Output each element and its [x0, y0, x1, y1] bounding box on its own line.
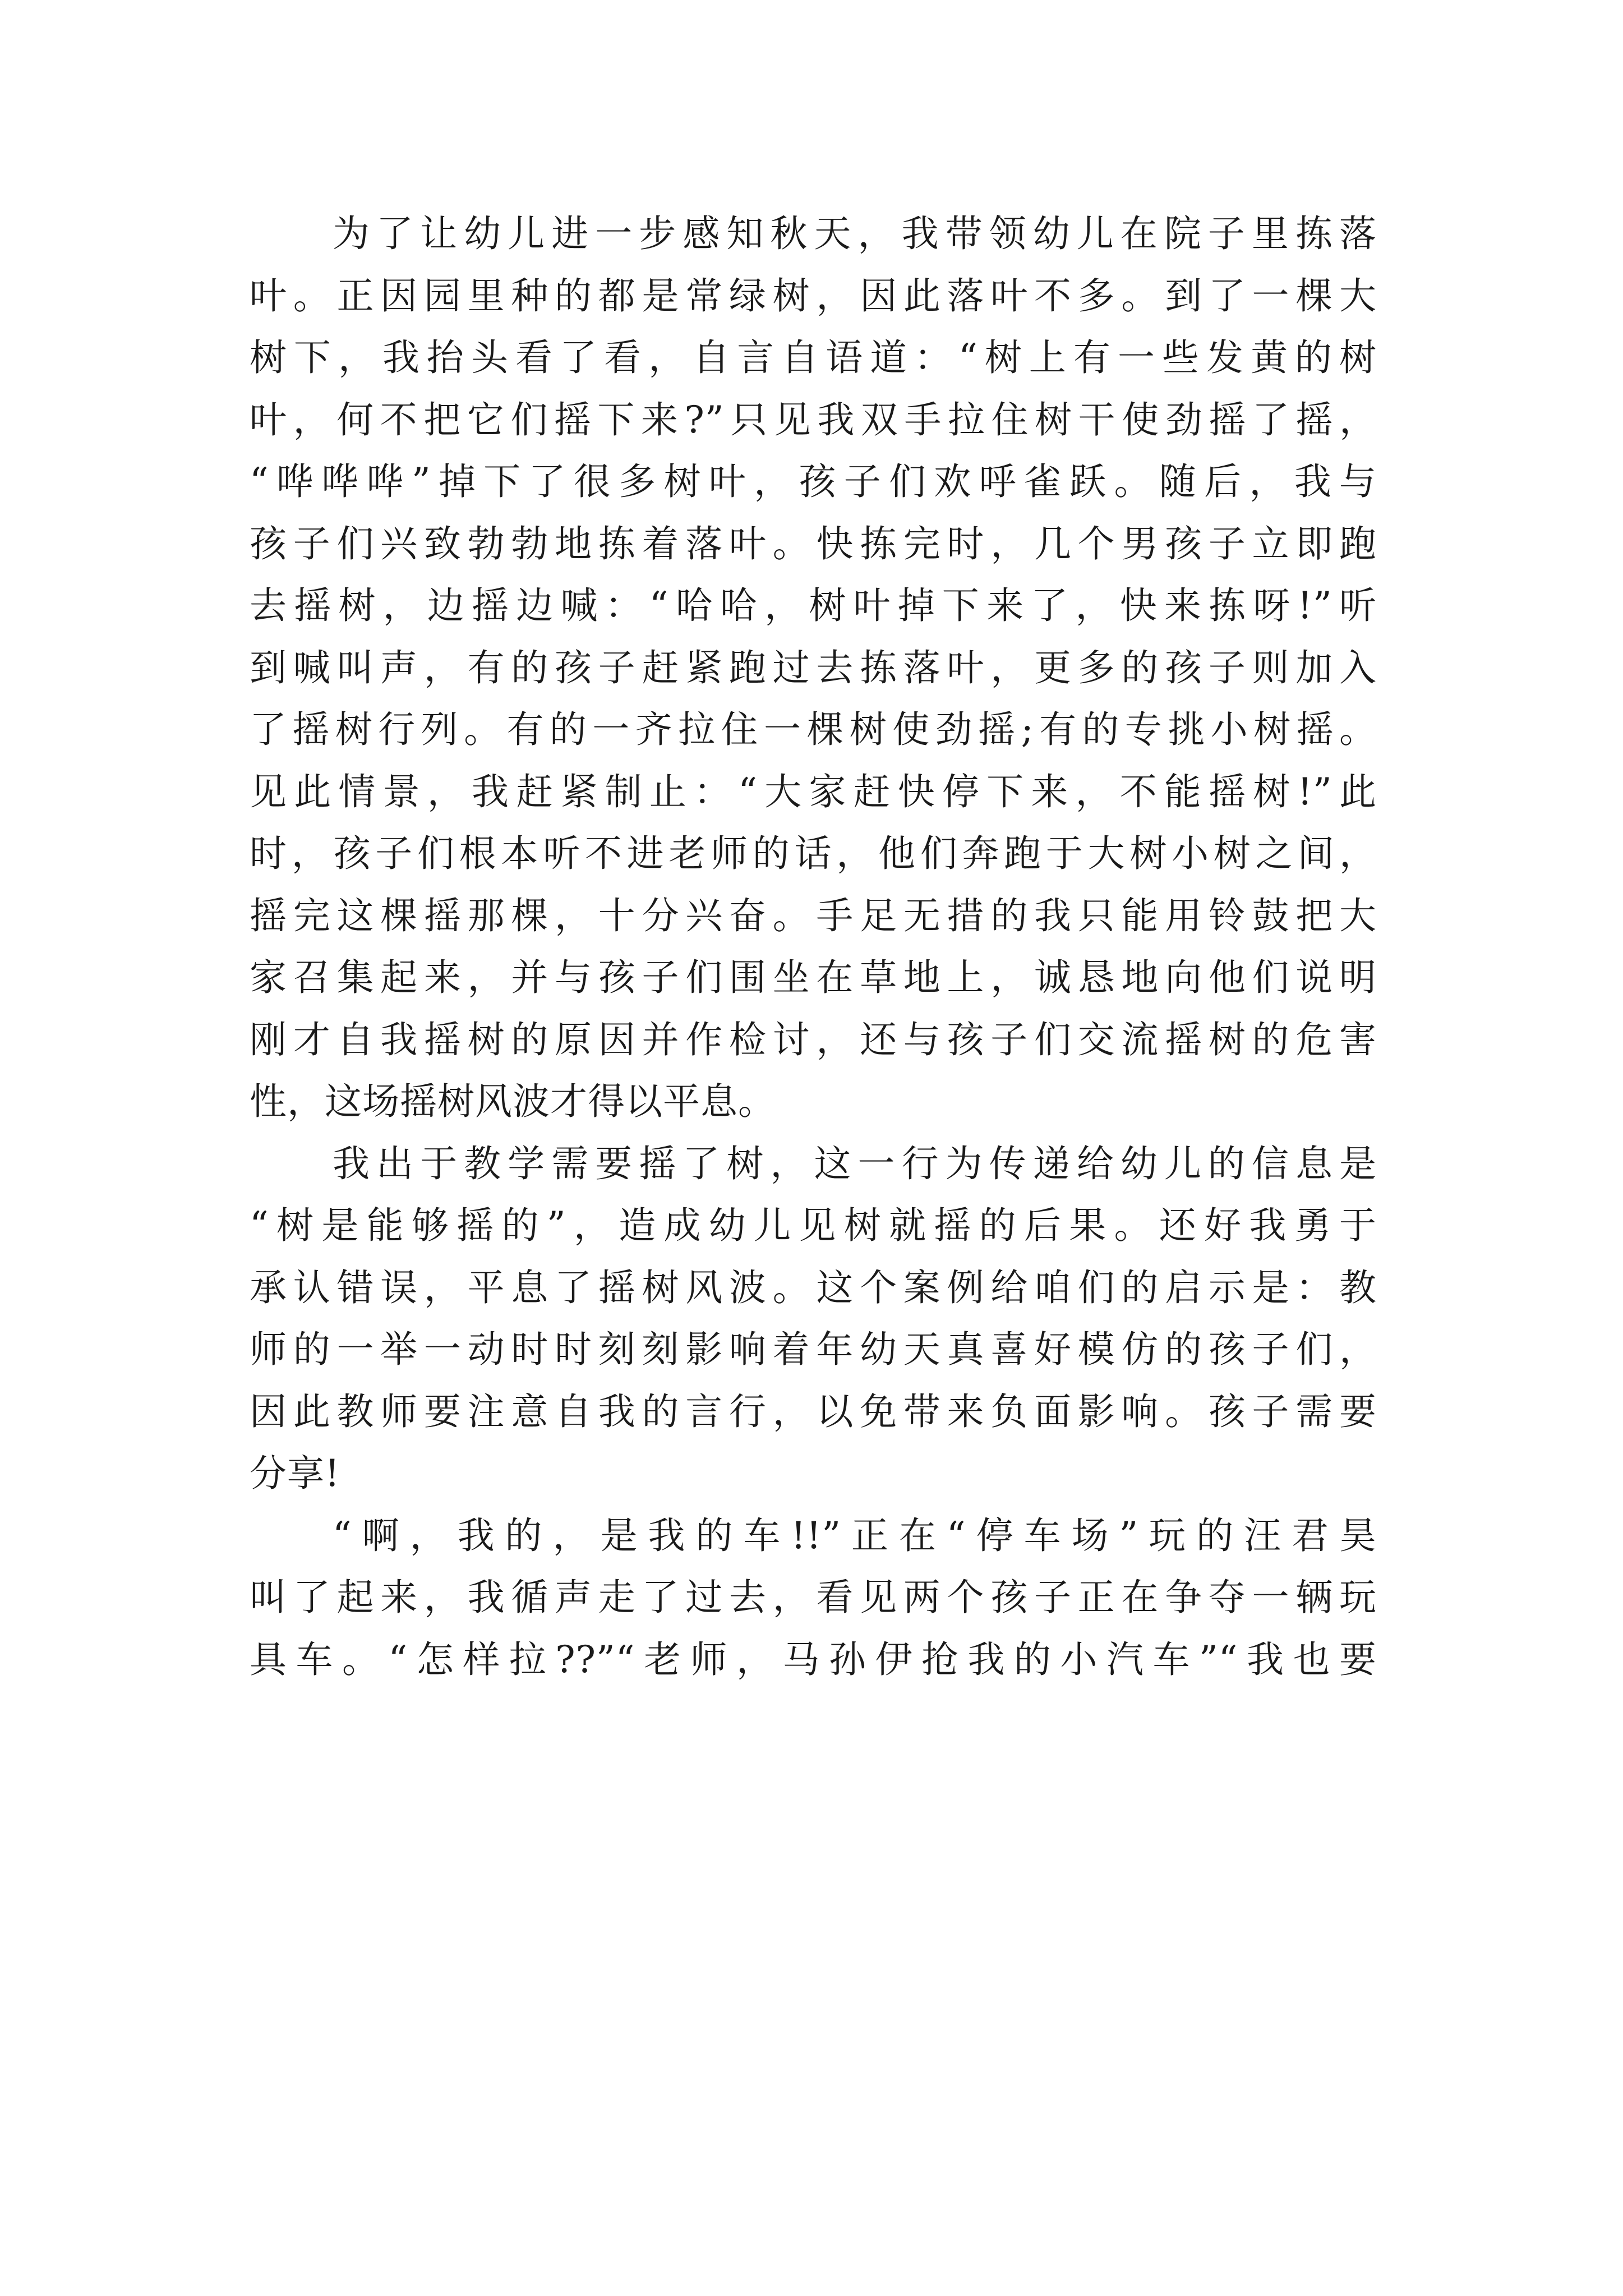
paragraph-1-line-13: 家召集起来，并与孩子们围坐在草地上，诚恳地向他们说明 — [250, 956, 1377, 999]
paragraph-1-line-3: 树下，我抬头看了看，自言自语道：“树上有一些发黄的树 — [250, 336, 1377, 379]
paragraph-3-line-2: 叫了起来，我循声走了过去，看见两个孩子正在争夺一辆玩 — [250, 1576, 1377, 1619]
paragraph-2-line-5: 因此教师要注意自我的言行，以免带来负面影响。孩子需要 — [250, 1389, 1377, 1433]
paragraph-1-line-4: 叶，何不把它们摇下来?”只见我双手拉住树干使劲摇了摇， — [250, 398, 1377, 441]
paragraph-1-line-15: 性，这场摇树风波才得以平息。 — [250, 1080, 776, 1123]
paragraph-1-line-12: 摇完这棵摇那棵，十分兴奋。手足无措的我只能用铃鼓把大 — [250, 894, 1377, 937]
paragraph-1-line-8: 到喊叫声，有的孩子赶紧跑过去拣落叶，更多的孩子则加入 — [250, 646, 1377, 689]
paragraph-2-line-2: “树是能够摇的”，造成幼儿见树就摇的后果。还好我勇于 — [250, 1204, 1377, 1247]
paragraph-1-line-11: 时，孩子们根本听不进老师的话，他们奔跑于大树小树之间， — [250, 832, 1377, 875]
paragraph-1-line-7: 去摇树，边摇边喊：“哈哈，树叶掉下来了，快来拣呀!”听 — [250, 584, 1377, 627]
paragraph-1-line-1: 为了让幼儿进一步感知秋天，我带领幼儿在院子里拣落 — [333, 212, 1377, 255]
paragraph-3-line-1: “啊，我的，是我的车!!”正在“停车场”玩的汪君昊 — [333, 1513, 1377, 1557]
paragraph-1-line-2: 叶。正因园里种的都是常绿树，因此落叶不多。到了一棵大 — [250, 274, 1377, 318]
paragraph-2-line-6: 分享! — [250, 1452, 340, 1495]
paragraph-1-line-5: “哗哗哗”掉下了很多树叶，孩子们欢呼雀跃。随后，我与 — [250, 460, 1377, 503]
paragraph-2-line-3: 承认错误，平息了摇树风波。这个案例给咱们的启示是：教 — [250, 1266, 1377, 1309]
paragraph-3-line-3: 具车。“怎样拉??”“老师，马孙伊抢我的小汽车”“我也要 — [250, 1637, 1377, 1681]
body-text — [250, 203, 1377, 1691]
paragraph-1-line-9: 了摇树行列。有的一齐拉住一棵树使劲摇;有的专挑小树摇。 — [250, 708, 1377, 751]
paragraph-2-line-1: 我出于教学需要摇了树，这一行为传递给幼儿的信息是 — [333, 1142, 1377, 1185]
paragraph-1-line-10: 见此情景，我赶紧制止：“大家赶快停下来，不能摇树!”此 — [250, 770, 1377, 813]
paragraph-1-line-14: 刚才自我摇树的原因并作检讨，还与孩子们交流摇树的危害 — [250, 1018, 1377, 1061]
paragraph-2-line-4: 师的一举一动时时刻刻影响着年幼天真喜好模仿的孩子们， — [250, 1328, 1377, 1371]
paragraph-1-line-6: 孩子们兴致勃勃地拣着落叶。快拣完时，几个男孩子立即跑 — [250, 522, 1377, 565]
